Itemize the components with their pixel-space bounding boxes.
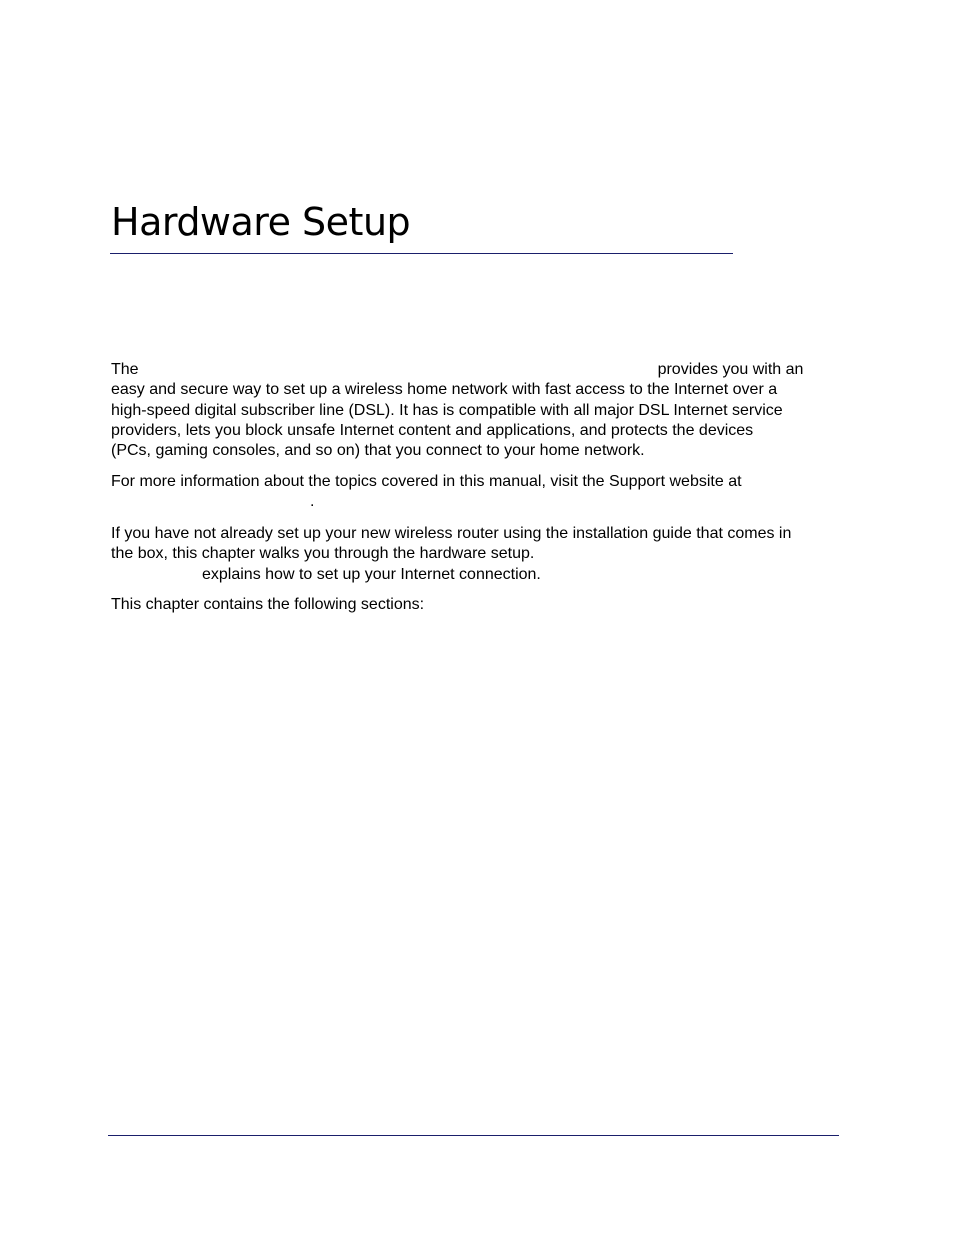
setup-paragraph [111,524,851,585]
intro-lead: The [111,361,139,378]
intro-line-4: providers, lets you block unsafe Internet content and applications, and protects the devices [111,421,754,439]
support-line-2-end: . [310,493,315,511]
support-line-2 [111,492,851,512]
sections-lead: This chapter contains the following sections: [111,596,425,613]
chapter-title: Hardware Setup [111,200,411,244]
intro-line-5: (PCs, gaming consoles, and so on) that you connect to your home network. [111,442,645,460]
intro-line-2: easy and secure way to set up a wireless home network with fast access to the Internet over a [111,381,778,399]
setup-line-3-end: explains how to set up your Internet connection. [202,565,541,583]
intro-line-3: high-speed digital subscriber line (DSL). It has is compatible with all major DSL Internet service [111,401,783,419]
title-divider [110,253,733,254]
intro-line-1 [111,360,851,380]
setup-line-3 [111,565,851,585]
sections-paragraph [111,595,851,615]
footer-divider [108,1135,839,1136]
setup-line-2: the box, this chapter walks you through the hardware setup. [111,545,535,563]
support-line-1: For more information about the topics covered in this manual, visit the Support website at [111,473,742,490]
intro-line-1-end: provides you with an [657,361,804,378]
intro-paragraph [111,360,851,461]
setup-line-1: If you have not already set up your new wireless router using the installation guide that comes in [111,525,792,542]
support-paragraph [111,472,851,513]
